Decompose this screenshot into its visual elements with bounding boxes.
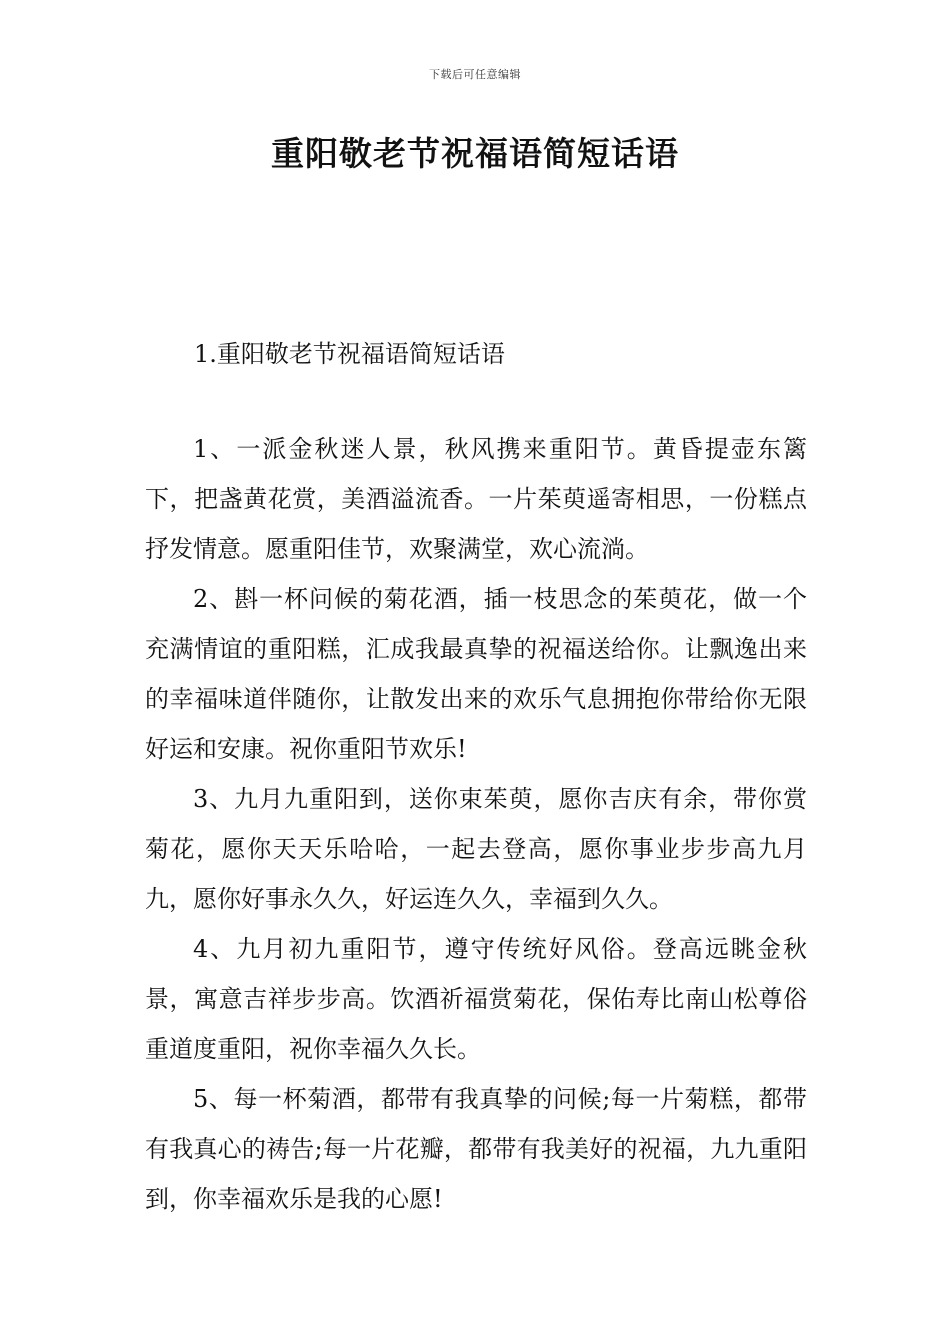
document-title: 重阳敬老节祝福语简短话语: [271, 134, 679, 173]
document-body: [145, 424, 807, 1224]
paragraph-3: 3、九月九重阳到，送你束茱萸，愿你吉庆有余，带你赏菊花，愿你天天乐哈哈，一起去登高，愿你事业步步高九月九，愿你好事永久久，好运连久久，幸福到久久。: [145, 785, 807, 913]
section-heading: 1.重阳敬老节祝福语简短话语: [194, 340, 505, 368]
header-note: 下载后可任意编辑: [429, 68, 521, 81]
paragraph-5: 5、每一杯菊酒，都带有我真挚的问候;每一片菊糕，都带有我真心的祷告;每一片花瓣，都带有我美好的祝福，九九重阳到，你幸福欢乐是我的心愿!: [145, 1085, 807, 1213]
paragraph-4: 4、九月初九重阳节，遵守传统好风俗。登高远眺金秋景，寓意吉祥步步高。饮酒祈福赏菊花，保佑寿比南山松尊俗重道度重阳，祝你幸福久久长。: [145, 935, 807, 1063]
paragraph-1: 1、一派金秋迷人景，秋风携来重阳节。黄昏提壶东篱下，把盏黄花赏，美酒溢流香。一片茱萸遥寄相思，一份糕点抒发情意。愿重阳佳节，欢聚满堂，欢心流淌。: [145, 435, 807, 563]
paragraph-2: 2、斟一杯问候的菊花酒，插一枝思念的茱萸花，做一个充满情谊的重阳糕，汇成我最真挚的祝福送给你。让飘逸出来的幸福味道伴随你，让散发出来的欢乐气息拥抱你带给你无限好运和安康。祝你重阳节欢乐!: [145, 585, 807, 763]
